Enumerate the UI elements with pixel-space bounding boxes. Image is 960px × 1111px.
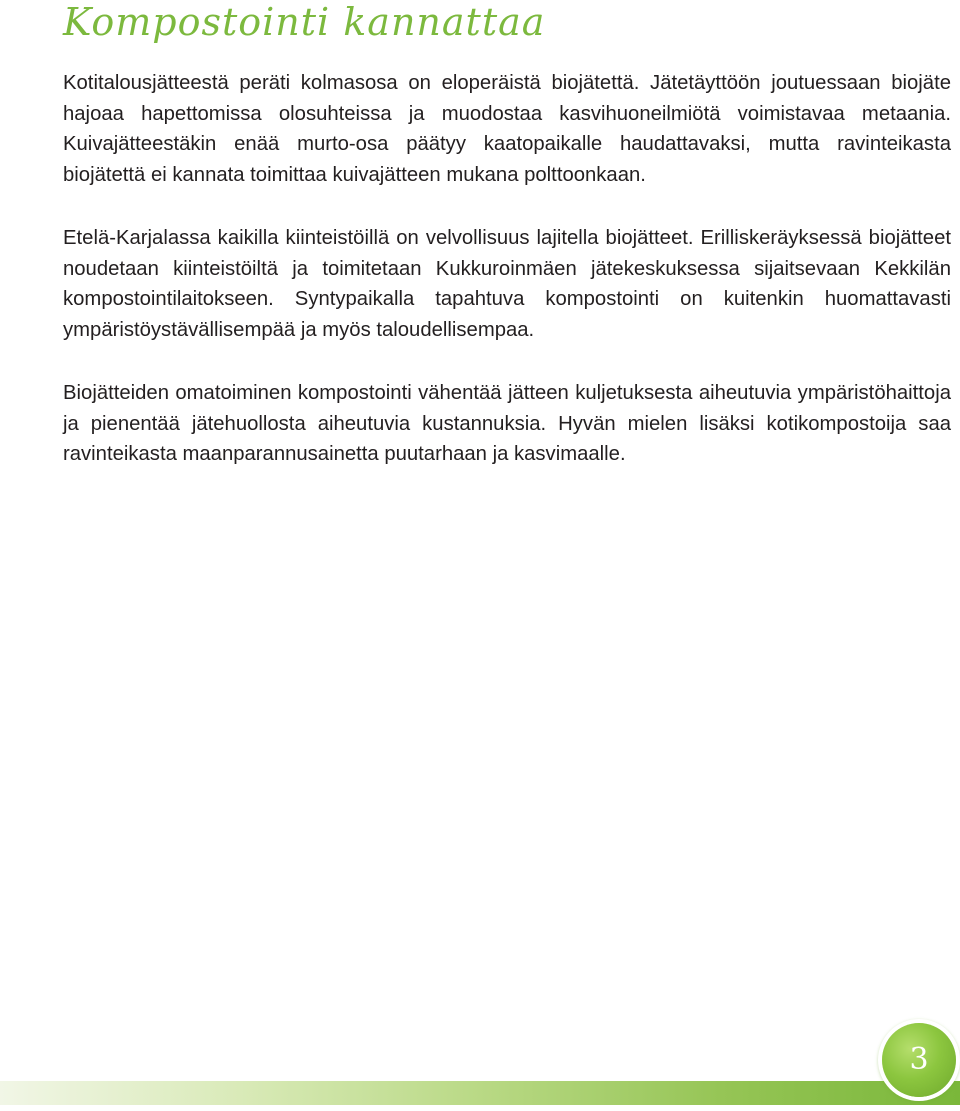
paragraph-2: Etelä-Karjalassa kaikilla kiinteistöillä on velvollisuus lajitella biojätteet. Erilliskeräyksessä biojätteet noudetaan kiinteistöiltä ja toimitetaan Kukkuroinmäen jätekeskuksessa sijaitsevaan Kekkilän kompostointilaitokseen. Syntypaikalla tapahtuva kompostointi on kuitenkin huomattavasti ympäristöystävällisempää ja myös taloudellisempaa. xyxy=(63,227,951,341)
page-number-badge xyxy=(882,1023,956,1097)
footer-gradient-bar xyxy=(0,1081,960,1105)
paragraph-1: Kotitalousjätteestä peräti kolmasosa on eloperäistä biojätettä. Jätetäyttöön joutuessaan biojäte hajoaa hapettomissa olosuhteissa ja muodostaa kasvihuoneilmiötä voimistavaa metaania. Kuivajätteestäkin enää murto-osa päätyy kaatopaikalle haudattavaksi, mutta ravinteikasta biojätettä ei kannata toimittaa kuivajätteen mukana polttoonkaan. xyxy=(63,72,951,186)
body-text xyxy=(63,68,951,503)
page-number: 3 xyxy=(909,1042,929,1077)
page-title: Kompostointi kannattaa xyxy=(63,0,546,44)
paragraph-3: Biojätteiden omatoiminen kompostointi vähentää jätteen kuljetuksesta aiheutuvia ympäristöhaittoja ja pienentää jätehuollosta aiheutuvia kustannuksia. Hyvän mielen lisäksi kotikompostoija saa ravinteikasta maanparannusainetta puutarhaan ja kasvimaalle. xyxy=(63,382,951,465)
